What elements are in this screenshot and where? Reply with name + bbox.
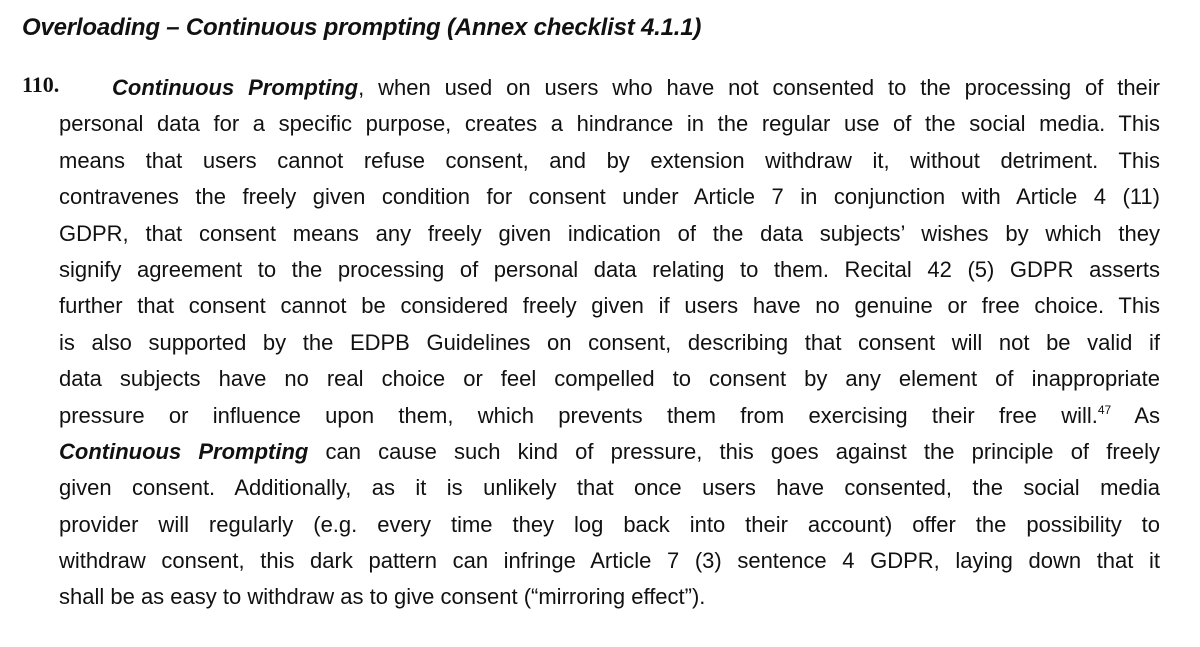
paragraph-line: provider will regularly (e.g. every time they log back into their account) offer the possibility to — [59, 511, 1160, 537]
section-heading: Overloading – Continuous prompting (Annex checklist 4.1.1) — [22, 14, 702, 41]
line-text: can cause such kind of pressure, this goes against the principle of freely — [308, 438, 1160, 464]
paragraph-body — [59, 70, 1160, 616]
line-text: pressure or influence upon them, which prevents them from exercising their free will. — [59, 402, 1098, 428]
paragraph-line: means that users cannot refuse consent, and by extension withdraw it, without detriment. This — [59, 147, 1160, 173]
paragraph-line: further that consent cannot be considered freely given if users have no genuine or free choice. This — [59, 293, 1160, 319]
emphasis-term: Continuous Prompting — [59, 438, 309, 464]
emphasis-term: Continuous Prompting — [112, 75, 359, 100]
paragraph-line: data subjects have no real choice or feel compelled to consent by any element of inappropriate — [59, 366, 1160, 392]
paragraph-line: given consent. Additionally, as it is unlikely that once users have consented, the social media — [59, 475, 1160, 501]
paragraph-line — [59, 398, 1160, 434]
paragraph-line: withdraw consent, this dark pattern can infringe Article 7 (3) sentence 4 GDPR, laying down that it — [59, 548, 1160, 574]
paragraph-line — [59, 434, 1160, 470]
line-text: , when used on users who have not consented to the processing of their — [358, 75, 1160, 100]
paragraph-line: personal data for a specific purpose, creates a hindrance in the regular use of the social media. This — [59, 111, 1160, 137]
paragraph-line: contravenes the freely given condition for consent under Article 7 in conjunction with Article 4 (11) — [59, 184, 1160, 210]
paragraph-line: GDPR, that consent means any freely given indication of the data subjects’ wishes by which they — [59, 220, 1160, 246]
paragraph-line: signify agreement to the processing of personal data relating to them. Recital 42 (5) GDPR asserts — [59, 256, 1160, 282]
paragraph-line — [59, 70, 1160, 106]
paragraph-line: shall be as easy to withdraw as to give consent (“mirroring effect”). — [59, 584, 706, 610]
paragraph-number: 110. — [22, 72, 60, 97]
footnote-reference[interactable]: 47 — [1097, 402, 1112, 417]
paragraph-line: is also supported by the EDPB Guidelines on consent, describing that consent will not be valid if — [59, 329, 1160, 355]
line-text: As — [1111, 402, 1160, 428]
